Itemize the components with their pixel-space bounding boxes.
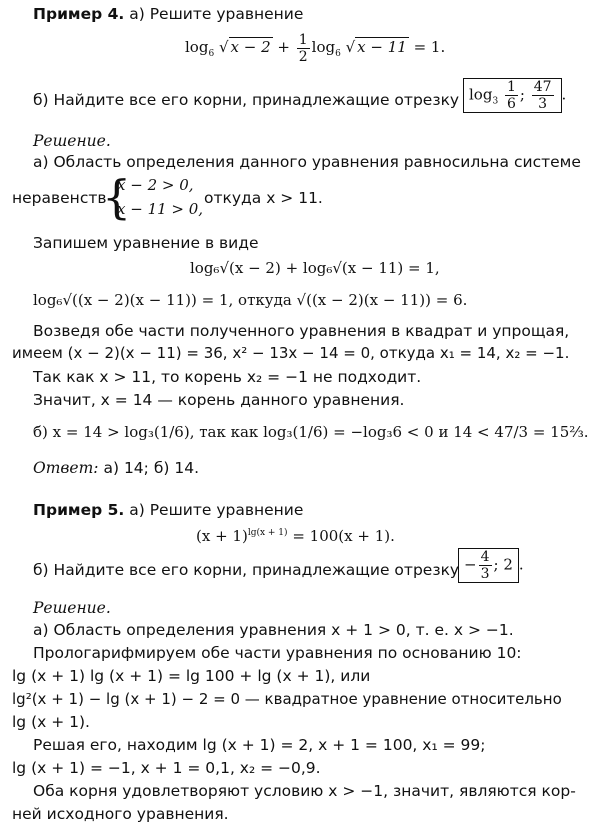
example4-equation: $\log_6$ √ x − 2 + $\frac{1}{2}$ $\log_6$ √ x − 11 = 1. — [185, 31, 446, 65]
system-line-2: x − 11 > 0, — [117, 200, 204, 218]
exponent: lg(x + 1) — [247, 528, 288, 538]
log-symbol: log — [185, 38, 209, 56]
system-conclusion: откуда x > 11. — [204, 189, 323, 207]
ex5-line-7: lg (x + 1) = −1, x + 1 = 0,1, x₂ = −0,9. — [12, 759, 321, 777]
ex5-line-8: Оба корня удовлетворяют условию x > −1, значит, являются кор- — [33, 782, 576, 800]
radicand-2: x − 11 — [357, 38, 407, 56]
example5-solution-label: Решение. — [33, 599, 111, 617]
example5-task-a: а) Решите уравнение — [129, 501, 304, 519]
example4-heading — [33, 4, 303, 24]
system-line-1: x − 2 > 0, — [117, 176, 194, 194]
answer-label: Ответ: — [33, 459, 99, 477]
rewritten-equation: log₆√(x − 2) + log₆√(x − 11) = 1, — [190, 259, 440, 277]
fraction-half: $\frac{1}{2}$ — [298, 31, 308, 65]
square-line-2: имеем (x − 2)(x − 11) = 36, x² − 13x − 14 = 0, откуда x₁ = 14, x₂ = −1. — [12, 344, 570, 362]
example4-solution-line1: а) Область определения данного уравнения равносильна системе — [33, 153, 581, 171]
ex5-line-1: а) Область определения уравнения x + 1 > 0, т. е. x > −1. — [33, 621, 514, 639]
example5-heading — [33, 500, 303, 520]
conclusion-line: Значит, x = 14 — корень данного уравнения. — [33, 391, 405, 409]
ineq-word: неравенств — [12, 189, 107, 207]
example4-solution-label: Решение. — [33, 132, 111, 150]
example4-task-a: а) Решите уравнение — [129, 5, 304, 23]
example4-segment: $\log_3$ $\frac{1}{6}$ ; $\frac{47}{3}$ . — [463, 78, 566, 113]
rewrite-line: Запишем уравнение в виде — [33, 234, 259, 252]
example4-title: Пример 4. — [33, 5, 125, 23]
ex5-line-6: Решая его, находим lg (x + 1) = 2, x + 1 = 100, x₁ = 99; — [33, 736, 486, 754]
ex5-line-5: lg (x + 1). — [12, 713, 90, 731]
ex5-line-2: Прологарифмируем обе части уравнения по основанию 10: — [33, 644, 522, 662]
segment-brackets: $\log_3$ $\frac{1}{6}$ ; $\frac{47}{3}$ — [463, 78, 562, 113]
example5-equation: $(x + 1)^{lg(x + 1)} = 100(x + 1)$. — [196, 527, 395, 545]
answer-text: а) 14; б) 14. — [103, 459, 199, 477]
radicand-1: x − 2 — [230, 38, 271, 56]
system-brace: { — [102, 170, 132, 224]
example4-answer — [33, 458, 199, 478]
log-base: 6 — [208, 49, 215, 59]
plus-sign: + — [277, 38, 290, 56]
example5-segment: − $\frac{4}{3}$ ; 2 . — [458, 548, 524, 583]
part-b-solution: б) x = 14 > log₃(1/6), так как log₃(1/6) = −log₃6 < 0 и 14 < 47/3 = 15⅔. — [33, 423, 589, 441]
ex5-line-4: lg²(x + 1) − lg (x + 1) − 2 = 0 — квадратное уравнение относительно — [12, 690, 562, 708]
square-line-1: Возведя обе части полученного уравнения в квадрат и упрощая, — [33, 322, 570, 340]
example5-task-b: б) Найдите все его корни, принадлежащие отрезку — [33, 561, 460, 579]
example5-title: Пример 5. — [33, 501, 125, 519]
combined-equation: log₆√((x − 2)(x − 11)) = 1, откуда √((x − 2)(x − 11)) = 6. — [33, 291, 468, 309]
example4-task-b: б) Найдите все его корни, принадлежащие отрезку — [33, 91, 460, 109]
equation-rhs: = 1. — [408, 38, 446, 56]
ex5-line-3: lg (x + 1) lg (x + 1) = lg 100 + lg (x + 1), или — [12, 667, 371, 685]
since-line: Так как x > 11, то корень x₂ = −1 не подходит. — [33, 368, 422, 386]
ex5-line-9: ней исходного уравнения. — [12, 805, 229, 823]
